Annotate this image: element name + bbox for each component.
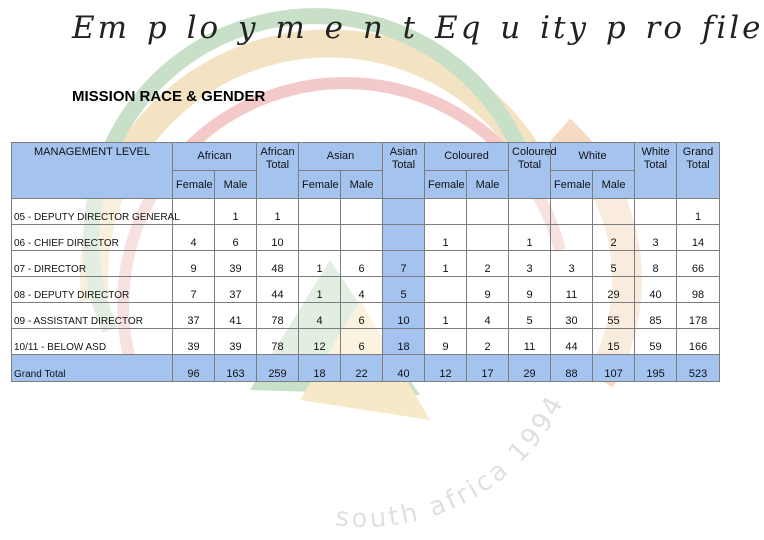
- cell-asian-female: 4: [299, 303, 341, 329]
- header-white-total: White Total: [635, 143, 677, 199]
- cell-african-male: 6: [215, 225, 257, 251]
- cell-asian-female: [299, 225, 341, 251]
- header-coloured: Coloured: [425, 143, 509, 171]
- cell-coloured-male: 4: [467, 303, 509, 329]
- table-row: [12, 303, 720, 329]
- table-row: [12, 329, 720, 355]
- cell-white-female: 30: [551, 303, 593, 329]
- cell-white-female: [551, 225, 593, 251]
- cell-white-female: 44: [551, 329, 593, 355]
- cell-grand-total: 166: [677, 329, 720, 355]
- cell-asian-male: [341, 225, 383, 251]
- cell-african-male: 37: [215, 277, 257, 303]
- cell-coloured-male: [467, 225, 509, 251]
- row-level: 07 - DIRECTOR: [12, 251, 173, 277]
- cell-asian-total: 18: [383, 329, 425, 355]
- cell-white-female: 88: [551, 355, 593, 382]
- cell-asian-total: [383, 225, 425, 251]
- cell-white-male: 2: [593, 225, 635, 251]
- cell-white-male: 15: [593, 329, 635, 355]
- cell-african-female: 9: [173, 251, 215, 277]
- cell-coloured-total: 11: [509, 329, 551, 355]
- page-title: Em p lo y m e n t Eq u ity p ro file: [72, 10, 764, 46]
- header-african-total: African Total: [257, 143, 299, 199]
- cell-coloured-total: 29: [509, 355, 551, 382]
- table-row: [12, 199, 720, 225]
- cell-coloured-female: 9: [425, 329, 467, 355]
- cell-white-male: [593, 199, 635, 225]
- table-row: [12, 277, 720, 303]
- cell-asian-male: 6: [341, 329, 383, 355]
- cell-asian-total: [383, 199, 425, 225]
- cell-coloured-male: 17: [467, 355, 509, 382]
- cell-grand-total: 98: [677, 277, 720, 303]
- cell-white-female: 11: [551, 277, 593, 303]
- cell-coloured-total: [509, 199, 551, 225]
- header-african-male: Male: [215, 171, 257, 199]
- cell-asian-male: 4: [341, 277, 383, 303]
- cell-african-total: 44: [257, 277, 299, 303]
- cell-grand-total: 66: [677, 251, 720, 277]
- header-asian: Asian: [299, 143, 383, 171]
- cell-white-male: 107: [593, 355, 635, 382]
- cell-coloured-female: 1: [425, 303, 467, 329]
- header-management-level: MANAGEMENT LEVEL: [12, 143, 173, 199]
- table-row: [12, 225, 720, 251]
- cell-asian-female: 1: [299, 251, 341, 277]
- cell-white-total: 59: [635, 329, 677, 355]
- cell-african-male: 1: [215, 199, 257, 225]
- cell-african-total: 78: [257, 303, 299, 329]
- cell-coloured-male: 9: [467, 277, 509, 303]
- cell-white-male: 29: [593, 277, 635, 303]
- grand-total-row: [12, 355, 720, 382]
- cell-asian-male: 6: [341, 251, 383, 277]
- cell-african-female: 37: [173, 303, 215, 329]
- cell-african-female: 96: [173, 355, 215, 382]
- cell-african-female: 39: [173, 329, 215, 355]
- cell-coloured-female: 12: [425, 355, 467, 382]
- cell-white-male: 55: [593, 303, 635, 329]
- cell-asian-female: 12: [299, 329, 341, 355]
- row-level: Grand Total: [12, 355, 173, 382]
- cell-grand-total: 178: [677, 303, 720, 329]
- header-coloured-total: Coloured Total: [509, 143, 551, 199]
- cell-coloured-female: 1: [425, 225, 467, 251]
- cell-white-female: [551, 199, 593, 225]
- header-african: African: [173, 143, 257, 171]
- cell-african-female: 7: [173, 277, 215, 303]
- header-coloured-male: Male: [467, 171, 509, 199]
- cell-african-male: 41: [215, 303, 257, 329]
- cell-white-male: 5: [593, 251, 635, 277]
- cell-coloured-male: [467, 199, 509, 225]
- cell-white-female: 3: [551, 251, 593, 277]
- employment-equity-table: [11, 142, 720, 382]
- cell-white-total: 40: [635, 277, 677, 303]
- cell-coloured-total: 1: [509, 225, 551, 251]
- cell-asian-total: 40: [383, 355, 425, 382]
- cell-african-male: 163: [215, 355, 257, 382]
- header-white: White: [551, 143, 635, 171]
- cell-coloured-male: 2: [467, 329, 509, 355]
- cell-coloured-female: 1: [425, 251, 467, 277]
- cell-african-total: 1: [257, 199, 299, 225]
- row-level: 08 - DEPUTY DIRECTOR: [12, 277, 173, 303]
- cell-asian-male: 22: [341, 355, 383, 382]
- cell-white-total: 3: [635, 225, 677, 251]
- cell-grand-total: 14: [677, 225, 720, 251]
- cell-asian-total: 10: [383, 303, 425, 329]
- header-white-female: Female: [551, 171, 593, 199]
- cell-african-total: 48: [257, 251, 299, 277]
- table-row: [12, 251, 720, 277]
- cell-asian-male: [341, 199, 383, 225]
- cell-asian-total: 5: [383, 277, 425, 303]
- header-coloured-female: Female: [425, 171, 467, 199]
- cell-asian-female: 1: [299, 277, 341, 303]
- cell-coloured-female: [425, 199, 467, 225]
- cell-coloured-total: 9: [509, 277, 551, 303]
- cell-white-total: 85: [635, 303, 677, 329]
- cell-asian-total: 7: [383, 251, 425, 277]
- cell-coloured-total: 5: [509, 303, 551, 329]
- row-level: 09 - ASSISTANT DIRECTOR: [12, 303, 173, 329]
- header-asian-total: Asian Total: [383, 143, 425, 199]
- cell-coloured-total: 3: [509, 251, 551, 277]
- cell-white-total: [635, 199, 677, 225]
- cell-grand-total: 523: [677, 355, 720, 382]
- header-white-male: Male: [593, 171, 635, 199]
- cell-african-female: 4: [173, 225, 215, 251]
- cell-grand-total: 1: [677, 199, 720, 225]
- header-african-female: Female: [173, 171, 215, 199]
- cell-asian-female: 18: [299, 355, 341, 382]
- cell-asian-male: 6: [341, 303, 383, 329]
- watermark-text: south africa 1994: [334, 389, 571, 535]
- cell-coloured-male: 2: [467, 251, 509, 277]
- row-level: 05 - DEPUTY DIRECTOR GENERAL: [12, 199, 173, 225]
- header-asian-male: Male: [341, 171, 383, 199]
- row-level: 10/11 - BELOW ASD: [12, 329, 173, 355]
- header-grand-total: Grand Total: [677, 143, 720, 199]
- cell-african-total: 10: [257, 225, 299, 251]
- section-subtitle: MISSION RACE & GENDER: [72, 88, 266, 105]
- header-asian-female: Female: [299, 171, 341, 199]
- cell-coloured-female: [425, 277, 467, 303]
- cell-african-total: 78: [257, 329, 299, 355]
- cell-white-total: 195: [635, 355, 677, 382]
- row-level: 06 - CHIEF DIRECTOR: [12, 225, 173, 251]
- cell-african-total: 259: [257, 355, 299, 382]
- cell-asian-female: [299, 199, 341, 225]
- cell-african-male: 39: [215, 251, 257, 277]
- header-row-groups: [12, 143, 720, 171]
- cell-white-total: 8: [635, 251, 677, 277]
- cell-african-male: 39: [215, 329, 257, 355]
